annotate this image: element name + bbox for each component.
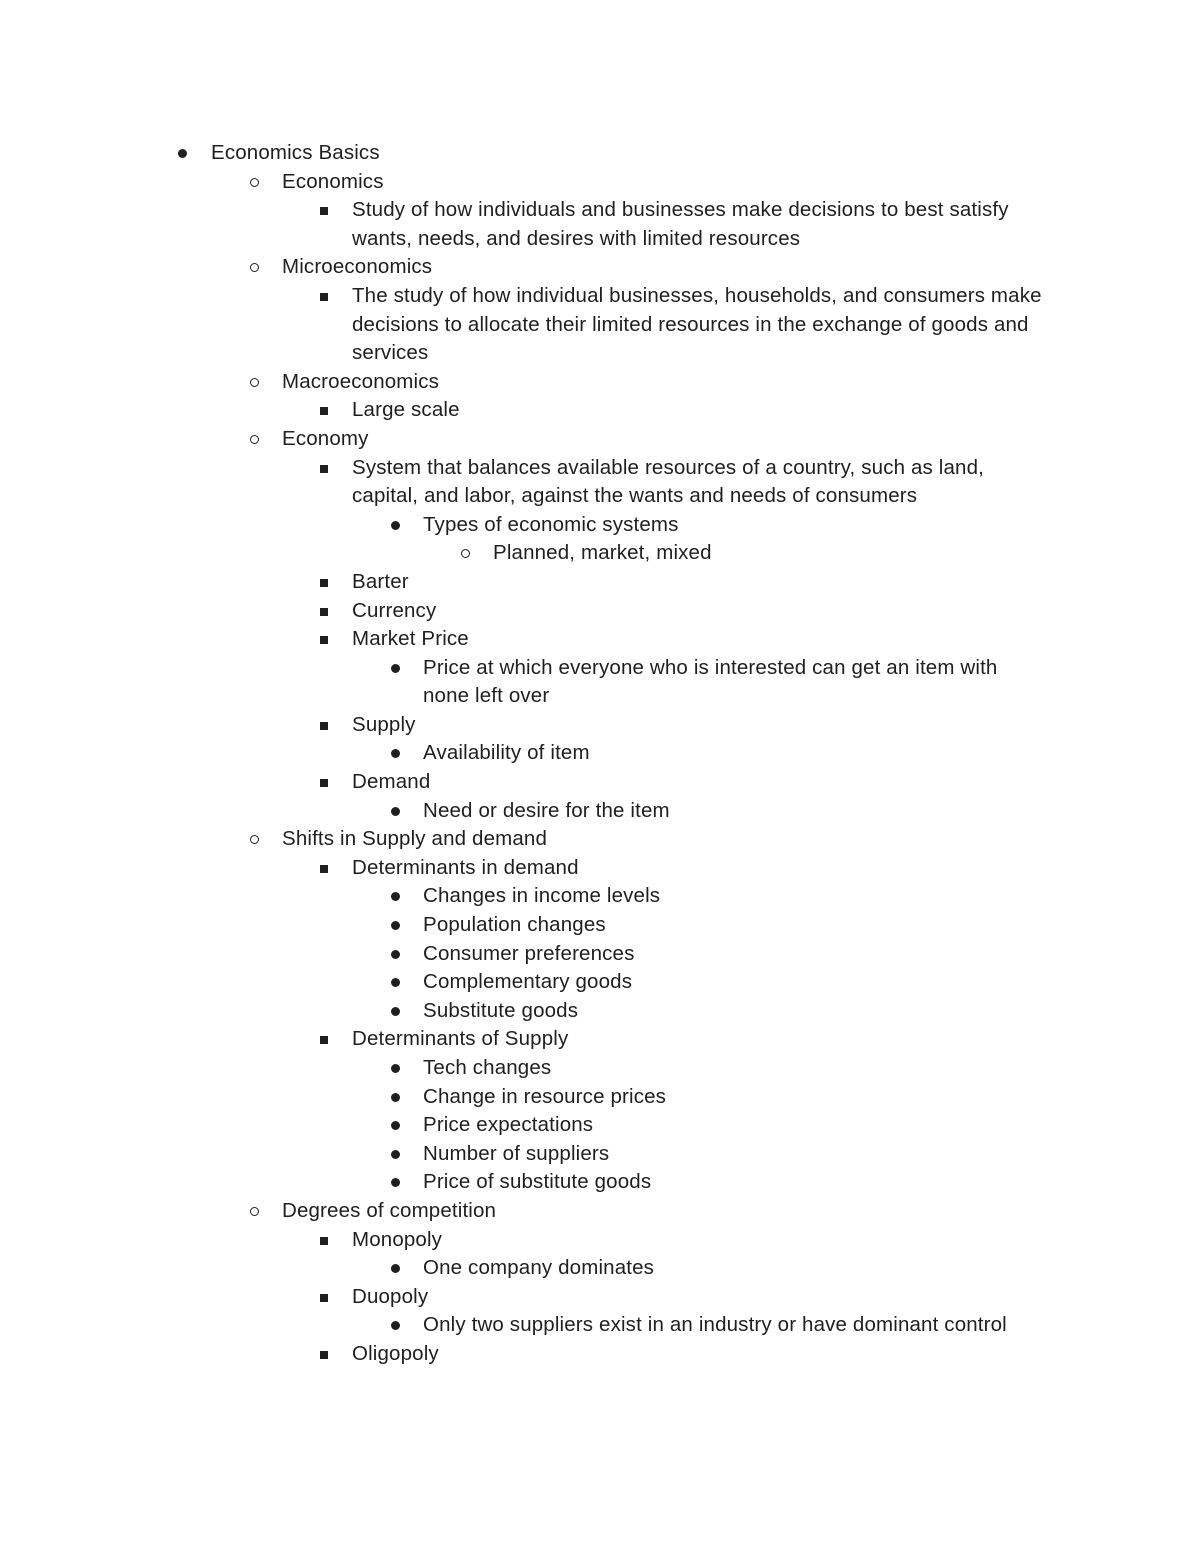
outline-item-text: Degrees of competition (282, 1198, 497, 1222)
outline-item-text: Market Price (352, 627, 469, 651)
outline-item (0, 911, 1043, 940)
disc-bullet-icon (391, 1321, 400, 1330)
square-bullet-icon (320, 608, 328, 616)
square-bullet-icon (320, 293, 328, 301)
disc-bullet-icon (391, 521, 400, 530)
outline-item-text: Types of economic systems (423, 512, 679, 536)
square-bullet-icon (320, 779, 328, 787)
outline-item-text: Changes in income levels (423, 884, 661, 908)
disc-bullet-icon (391, 921, 400, 930)
circle-bullet-icon (250, 835, 259, 844)
outline-item-text: Price at which everyone who is interested can get an item with none left over (423, 655, 998, 708)
bulleted-outline (0, 139, 1200, 1369)
outline-item (0, 997, 1043, 1026)
outline-item-text: Determinants in demand (352, 855, 579, 879)
outline-item-text: Supply (352, 712, 416, 736)
outline-item (0, 196, 1042, 253)
outline-item-text: Tech changes (423, 1056, 552, 1079)
outline-item-text: Economy (282, 426, 369, 450)
outline-item (0, 940, 1043, 969)
outline-item-text: Macroeconomics (282, 369, 440, 393)
outline-item-text: Number of suppliers (423, 1141, 610, 1165)
circle-bullet-icon (250, 435, 259, 444)
outline-item-text: Only two suppliers exist in an industry or have dominant control (423, 1313, 1007, 1337)
outline-item-text: Population changes (423, 913, 606, 937)
outline-item (0, 1226, 1042, 1255)
outline-item (0, 1197, 1042, 1226)
outline-item (0, 168, 1042, 197)
outline-item-text: Microeconomics (282, 255, 433, 279)
outline-item (0, 139, 1041, 168)
outline-item-text: Large scale (352, 398, 460, 422)
circle-bullet-icon (250, 378, 259, 387)
outline-item-text: Monopoly (352, 1227, 443, 1251)
outline-item (0, 968, 1043, 997)
outline-item-text: Currency (352, 598, 437, 622)
square-bullet-icon (320, 207, 328, 215)
outline-item (0, 1054, 1043, 1083)
outline-item (0, 1340, 1042, 1369)
outline-item-text: The study of how individual businesses, households, and consumers make decisions to allocate their limited resources in the exchange of goods and services (352, 283, 1042, 365)
square-bullet-icon (320, 1237, 328, 1245)
outline-item (0, 854, 1042, 883)
square-bullet-icon (320, 465, 328, 473)
outline-item (0, 1025, 1042, 1054)
disc-bullet-icon (391, 749, 400, 758)
outline-item-text: Consumer preferences (423, 941, 635, 965)
outline-item-text: Demand (352, 770, 431, 794)
outline-item (0, 597, 1042, 626)
outline-item-text: Barter (352, 569, 409, 593)
outline-item-text: Duopoly (352, 1284, 429, 1308)
circle-bullet-icon (461, 549, 470, 558)
outline-item (0, 425, 1042, 454)
outline-item (0, 1168, 1043, 1197)
disc-bullet-icon (391, 807, 400, 816)
outline-item-text: Complementary goods (423, 970, 633, 994)
outline-item-text: Study of how individuals and businesses make decisions to best satisfy wants, needs, and desires with limited resources (352, 198, 1009, 250)
outline-item-text: Change in resource prices (423, 1084, 667, 1108)
outline-item-text: Shifts in Supply and demand (282, 827, 548, 851)
outline-item-text: Planned, market, mixed (493, 541, 712, 565)
square-bullet-icon (320, 1294, 328, 1302)
outline-item (0, 625, 1042, 654)
square-bullet-icon (320, 407, 328, 415)
square-bullet-icon (320, 1036, 328, 1044)
square-bullet-icon (320, 1351, 328, 1359)
outline-item (0, 511, 1043, 540)
outline-item (0, 1311, 1043, 1340)
disc-bullet-icon (391, 1150, 400, 1159)
outline-item-text: Price of substitute goods (423, 1170, 652, 1194)
disc-bullet-icon (391, 978, 400, 987)
outline-item-text: Availability of item (423, 741, 590, 765)
square-bullet-icon (320, 579, 328, 587)
outline-item (0, 1254, 1043, 1283)
outline-item (0, 1283, 1042, 1312)
outline-item-text: Economics Basics (211, 141, 380, 164)
circle-bullet-icon (250, 1207, 259, 1216)
outline-item (0, 282, 1042, 368)
outline-item-text: Price expectations (423, 1113, 594, 1137)
square-bullet-icon (320, 636, 328, 644)
outline-item (0, 396, 1042, 425)
outline-item (0, 711, 1042, 740)
outline-item-text: Determinants of Supply (352, 1027, 569, 1051)
disc-bullet-icon (391, 1064, 400, 1073)
square-bullet-icon (320, 722, 328, 730)
disc-bullet-icon (391, 892, 400, 901)
outline-item (0, 368, 1042, 397)
outline-item (0, 797, 1043, 826)
disc-bullet-icon (391, 1093, 400, 1102)
circle-bullet-icon (250, 263, 259, 272)
disc-bullet-icon (178, 149, 187, 158)
disc-bullet-icon (391, 1178, 400, 1187)
disc-bullet-icon (391, 950, 400, 959)
outline-item (0, 654, 1043, 711)
circle-bullet-icon (250, 178, 259, 187)
outline-item-text: Need or desire for the item (423, 798, 670, 822)
outline-item (0, 568, 1042, 597)
outline-item (0, 825, 1042, 854)
outline-item (0, 1083, 1043, 1112)
disc-bullet-icon (391, 1264, 400, 1273)
outline-item (0, 739, 1043, 768)
outline-item (0, 539, 1043, 568)
outline-item (0, 1140, 1043, 1169)
outline-item-text: Economics (282, 169, 384, 193)
outline-item (0, 1111, 1043, 1140)
disc-bullet-icon (391, 1007, 400, 1016)
outline-item-text: Substitute goods (423, 998, 579, 1022)
outline-item-text: System that balances available resources of a country, such as land, capital, and labor, against the wants and needs of consumers (352, 455, 984, 508)
square-bullet-icon (320, 865, 328, 873)
outline-item (0, 882, 1043, 911)
outline-item-text: One company dominates (423, 1256, 655, 1280)
outline-item (0, 768, 1042, 797)
outline-item (0, 454, 1042, 511)
outline-item-text: Oligopoly (352, 1341, 439, 1365)
disc-bullet-icon (391, 1121, 400, 1130)
disc-bullet-icon (391, 664, 400, 673)
outline-item (0, 253, 1042, 282)
